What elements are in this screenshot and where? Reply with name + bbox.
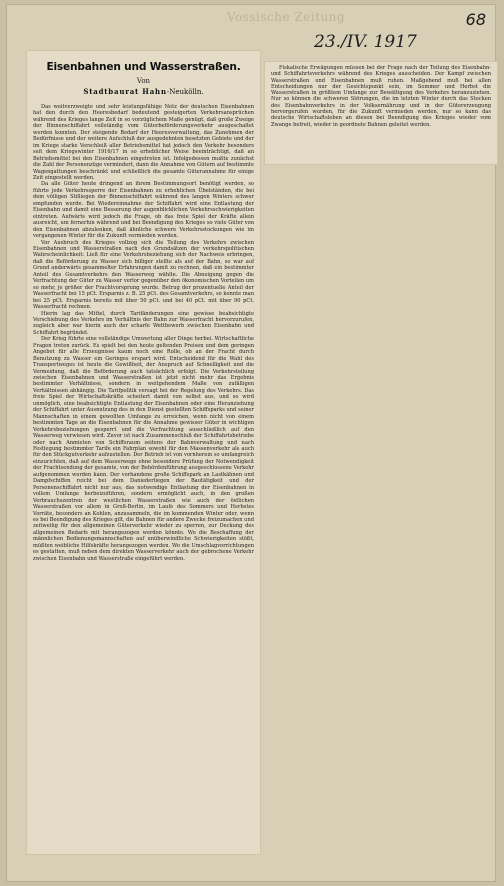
newspaper-masthead: Vossische Zeitung <box>226 10 346 24</box>
handwritten-date: 23./IV. 1917 <box>314 32 417 52</box>
article-paragraph: Vor Ausbruch des Krieges vollzog sich die Teilung des Verkehrs zwischen Eisenbahnen und Wasserstraßen nach den Grundsätzen der verkehrspolitischen Wahrscheinlichkeit: Ließ für eine Verkehrsbeziehung sich der Nachweis erbringen, daß die Beförderung zu Wasser sich billiger stellte als auf der Bahn, so war auf Grund anderwärts gesammelter Erfahrungen damit zu rechnen, daß ein bestimmter Anteil des Gesamtverkehrs den Wasserweg wählte. Die Abneigung gegen die Verfrachtung der Güter zu Wasser verlor gegenüber den ökonomischen Vorteilen um so mehr, je größer der Frachtvorsprung wurde. Betrug der prozentuelle Anteil der Wasserfracht bei 15 pCt. Ersparnis z. B. 25 pCt. des Gesamtverkehrs, so konnte man bei 25 pCt. Ersparnis bereits mit über 50 pCt. und bei 40 pCt. mit über 90 pCt. Wasserfracht rechnen. <box>33 239 254 311</box>
article-body <box>27 104 260 562</box>
author-name: Stadtbaurat Hahn <box>83 87 167 96</box>
article-paragraph: Der Krieg führte eine vollständige Umwertung aller Dinge herbei. Wirtschaftliche Fragen treten zurück. Es spielt bei den heute geltenden Preisen und dem geringen Angebot für alle Erzeugnisse kaum noch eine Rolle, ob an der Fracht durch Benutzung zu Wasser ein Geringes erspart wird. Entscheidend für die Wahl des Transportweges ist heute die Gewißheit, der Anspruch auf Schnelligkeit und die Vermeidung, daß die Beförderung auch tatsächlich erfolgt. Die Verkehrsteilung zwischen Eisenbahnen und Wasserstraßen ist jetzt nicht mehr das Ergebnis bestimmter Verhältnisse, sondern in weitgehendem Maße von zufälligen Verhältnissen abhängig. Die Tarifpolitik versagt bei der Regelung des Verkehrs. Das freie Spiel der Wirtschaftskräfte scheitert damit von selbst aus, und so wird unmöglich, eine beabsichtigte Entlastung der Eisenbahnen oder eine Heranziehung der Schiffahrt unter Ausnutzung des in den Dienst gestellten Schiffsparks und seiner Mannschaften in einem gewollten Umfange zu erreichen, wenn nicht von einem bestimmten Tage an die Eisenbahnen für die Annahme gewisser Güter in wichtigen Verkehrsbeziehungen gesperrt und die Verfrachtung ausschließlich auf den Wasserweg verwiesen wird. Zuvor ist nach Zusammenschluß der Schiffahrtsbetriebe oder nach Anmieten von Schiffsraum seitens der Bahnverwaltung und nach Festlegung bestimmter Tarife ein Fahrplan sowohl für den Massenverkehr als auch für den Stückgutverkehr aufzustellen. Der Betrieb ist von vornherein so umfangreich einzurichten, daß auf dem Wasserwege ohne besondere Prüfung der Notwendigkeit der Frachtsendung der gesamte, von der Behördenführung ausgeschlossene Verkehr aufgenommen werden kann. Der vorhandene große Schiffspark an Lastkähnen und Dampfschiffen reicht bei dem Daniederliegen der Bautätigkeit und der Personenschiffahrt nicht nur aus, das notwendige Entlastung der Eisenbahnen in vollem Umfange herbeizuführen, sondern ermöglicht auch, in den großen Verbrauchszentren der westlichen Wasserstraßen wie auch der östlichen Wasserstraßen vor allem in Groß-Berlin, im Laufe des Sommers und Herbstes Vorräte, besonders an Kohlen, anzusammeln, die im kommenden Winter oder, wenn es bei Beendigung des Krieges gilt, die Bahnen für andere Zwecke freizumachen und zeitweilig für den allgemeinen Güterverkehr wieder zu sperren, zur Deckung des allgemeinen Bedarfs mit herangezogen werden könnte. Wo die Beschaffung der männlichen Bedienungsmannschaften auf unüberwindliche Schwierigkeiten stößt, müßten weibliche Hilfskräfte herangezogen werden. Wo die Umschlagvorrichtungen es gestatten, muß neben dem direkten Wasserverkehr auch der gebrochene Verkehr zwischen Eisenbahn und Wasserstraße eingeführt werden. <box>33 336 254 562</box>
author-place: -Neukölln. <box>166 88 204 96</box>
article-paragraph: Das weitverzweigte und sehr leistungsfähige Netz der deutschen Eisenbahnen hat den durch den Heeresbedarf bedeutend gesteigerten Verkehrsansprüchen während des Krieges lange Zeit in so vorzüglichem Maße genügt, daß große Zweige der Binnenschiffahrt vollständig vom Güterbeförderungsverkehr ausgeschaltet werden konnten. Der steigende Bedarf der Heeresverwaltung, das Zunehmen der Bedürfnisse und der weitere Aufschluß der ausgedehnten besetzten Gebiete und der im Kriege starke Verschleiß aller Betriebsmittel hat jedoch den Verkehr besonders seit dem Kriegswinter 1916/17 in so erheblicher Weise beeinträchtigt, daß an Betriebsmittel bei den Eisenbahnen eingetreten ist. Infolgedessen mußte zunächst die Zahl der Personenzüge vermindert, dann die Annahme von Gütern auf bestimmte Wagengattungen beschränkt und schließlich die gesamte Güterannahme für einige Zeit eingestellt werden. <box>33 104 254 181</box>
continuation-body <box>265 62 497 131</box>
byline-prefix: Von <box>136 77 151 85</box>
article-paragraph: Hierin lag das Mittel, durch Tarifänderungen eine gewisse beabsichtigte Verschiebung des Verkehrs im Verhältnis der Bahn zur Wasserfracht hervorzurufen, zugleich aber war hierin auch der scharfe Wettbewerb zwischen Eisenbahn und Schiffahrt begründet. <box>33 310 254 336</box>
continuation-clipping <box>265 62 497 164</box>
page-number: 68 <box>465 10 486 29</box>
article-paragraph: Da alle Güter heute dringend an ihrem Bestimmungsort benötigt werden, so führte jede Verkehrssperre der Eisenbahnen zu erheblichen Übelständen, die bei dem völligen Stilliegen der Binnenschiffahrt während des langen Winters schwer empfunden wurde. Bei Wiedereinnahme der Schiffahrt wird eine Entlastung der Eisenbahn und damit eine Besserung der augenblicklichen Verkehrsschwierigkeiten eintreten. Aufwärts wird jedoch die Frage, ob das freie Spiel der Kräfte allein ausreicht, um fernerhin während und bei Beendigung des Krieges so viele Güter von den Eisenbahnen abzulenken, daß ähnliche schwere Verkehrsstockungen wie im vergangenen Winter für die Zukunft vermieden werden. <box>33 181 254 240</box>
article-clipping <box>27 51 260 854</box>
article-headline: Eisenbahnen und Wasserstraßen. <box>46 61 241 73</box>
continuation-paragraph: Fiskalische Erwägungen müssen bei der Frage nach der Teilung des Eisenbahn- und Schiffahrtsverkehrs während des Krieges ausscheiden. Der Kampf zwischen Wasserstraßen und Eisenbahnen muß ruhen. Maßgebend muß bei allen Entscheidungen nur der Gesichtspunkt sein, im Sommer und Herbst die Wasserstraßen in größtem Umfange zur Bewältigung des Verkehrs heranzuziehen. Nur so können die schweren Störungen, die im letzten Winter durch das Stocken des Eisenbahnverkehrs in der Volksernährung und in der Gütererzeugung hervorgerufen wurden, für die Zukunft vermieden werden, nur so kann das deutsche Wirtschaftsleben an diesen bei Beendigung des Krieges wieder vom Zwange befreit, wieder in geordnete Bahnen geleitet werden. <box>271 65 491 128</box>
byline <box>27 87 260 96</box>
